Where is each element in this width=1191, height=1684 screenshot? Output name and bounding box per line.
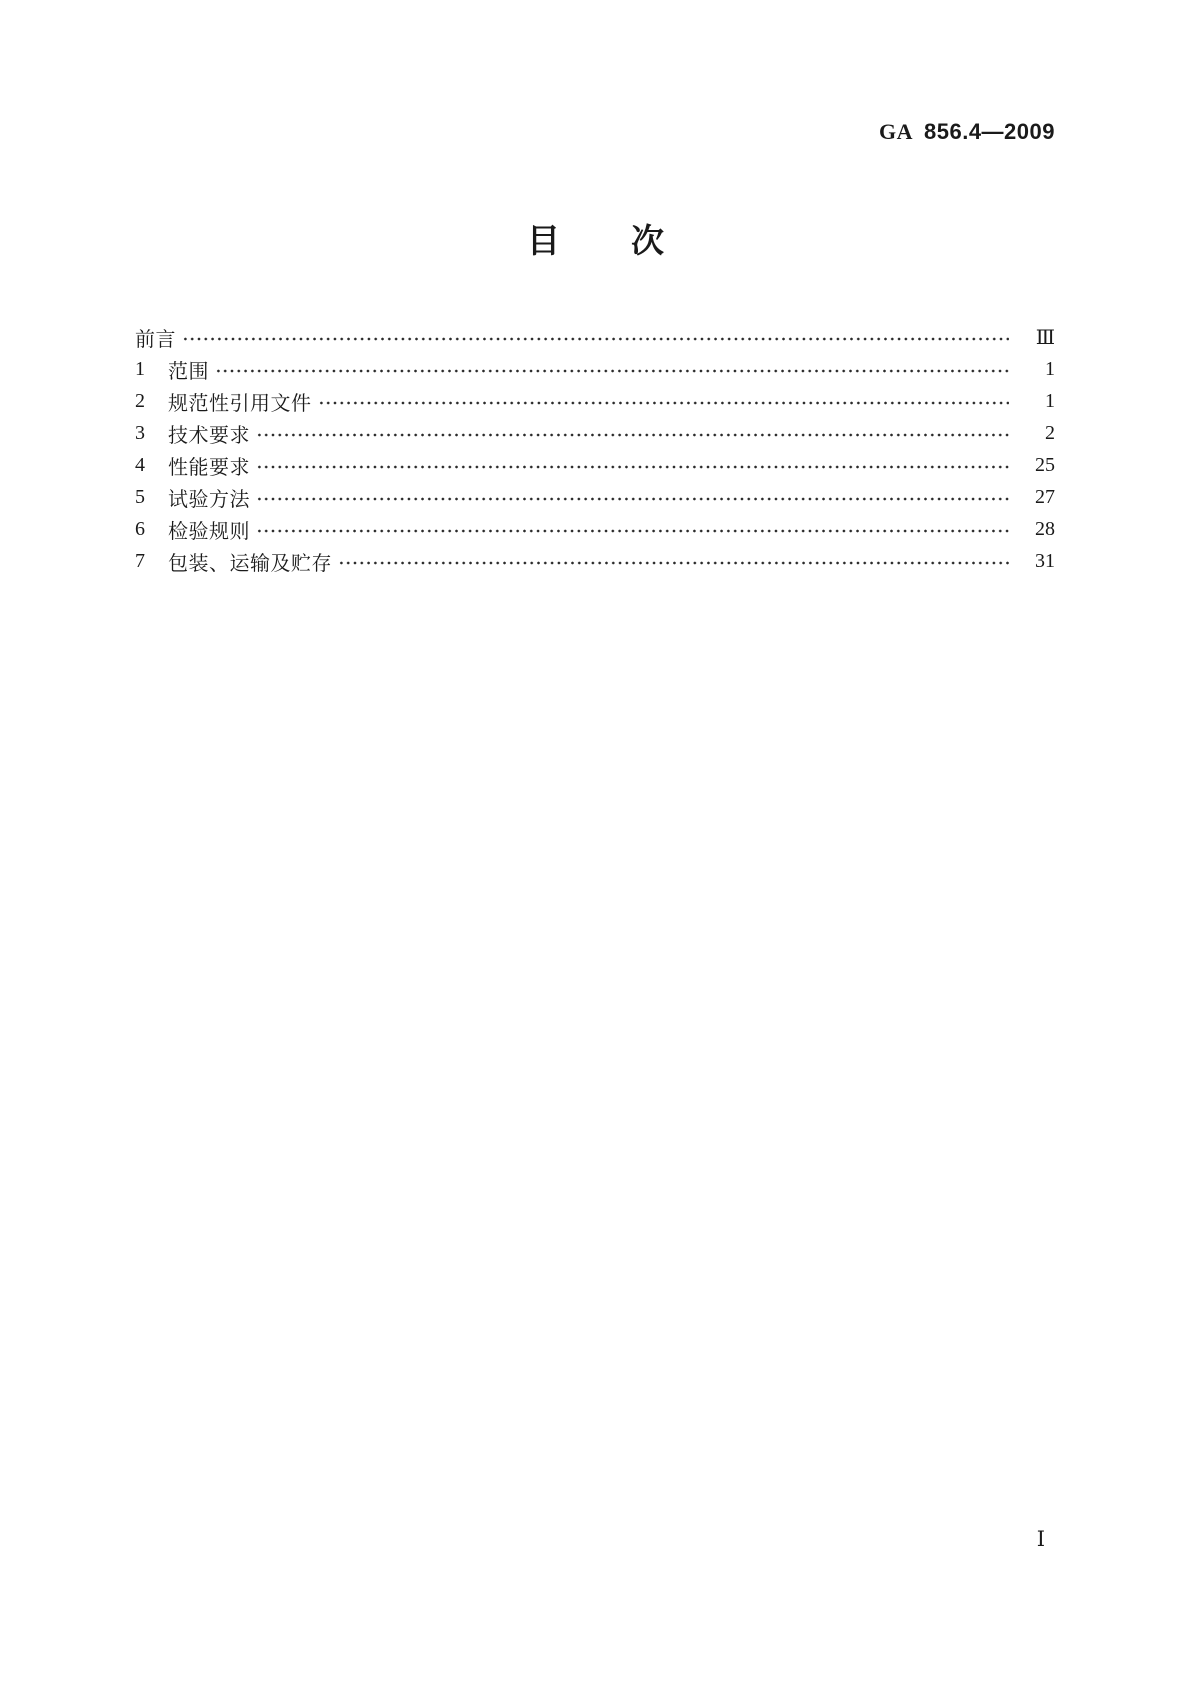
toc-entry-number: 1: [135, 357, 145, 380]
toc-entry-page: 25: [1035, 453, 1055, 476]
toc-entry: [135, 449, 1055, 481]
toc-entry-page: 28: [1035, 517, 1055, 540]
toc-entry: [135, 545, 1055, 577]
footer-page-number: Ⅰ: [1036, 1527, 1045, 1551]
toc-entry-label: 试验方法: [168, 488, 250, 511]
toc-entry-number: 3: [135, 421, 145, 444]
page-title-char-1: 目: [527, 222, 560, 259]
standard-code-number: 856.4—2009: [924, 119, 1055, 144]
standard-code: [879, 119, 1055, 145]
toc-entry-label: 包装、运输及贮存: [168, 552, 332, 575]
toc-entry-label: 范围: [168, 360, 209, 383]
toc-entry-number: 7: [135, 549, 145, 572]
page-title-char-2: 次: [631, 222, 664, 259]
dot-leader: [215, 361, 1009, 381]
toc-entry-label: 技术要求: [168, 424, 250, 447]
toc-entry-page: Ⅲ: [1035, 326, 1055, 349]
toc-entry-number: 6: [135, 517, 145, 540]
toc-entry-label: 检验规则: [168, 520, 250, 543]
dot-leader: [338, 553, 1009, 573]
dot-leader: [318, 393, 1010, 413]
toc-entry-page: 1: [1045, 389, 1055, 412]
page-title: [0, 220, 1191, 261]
dot-leader: [256, 521, 1009, 541]
dot-leader: [256, 489, 1009, 509]
toc-entry-page: 1: [1045, 357, 1055, 380]
standard-code-prefix: GA: [879, 119, 913, 144]
dot-leader: [182, 329, 1009, 349]
toc-entry-page: 27: [1035, 485, 1055, 508]
toc-entry: [135, 353, 1055, 385]
toc-entry-label: 规范性引用文件: [168, 392, 312, 415]
toc-entry-number: 4: [135, 453, 145, 476]
toc-entry-number: 5: [135, 485, 145, 508]
toc-entry-label: 性能要求: [168, 456, 250, 479]
dot-leader: [256, 457, 1009, 477]
toc-entry-page: 2: [1045, 421, 1055, 444]
toc-entry: [135, 385, 1055, 417]
toc-list: [135, 321, 1055, 577]
dot-leader: [256, 425, 1009, 445]
toc-entry: [135, 417, 1055, 449]
toc-entry-label: 前言: [135, 328, 176, 351]
toc-entry-page: 31: [1035, 549, 1055, 572]
toc-entry-number: 2: [135, 389, 145, 412]
toc-entry: [135, 481, 1055, 513]
toc-entry: [135, 321, 1055, 353]
toc-entry: [135, 513, 1055, 545]
